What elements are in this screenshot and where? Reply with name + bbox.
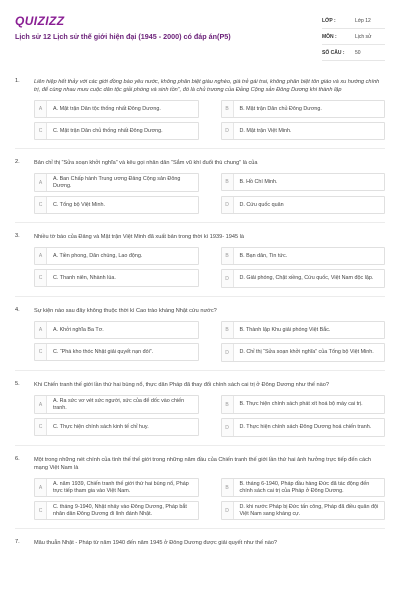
- option-letter: A: [35, 101, 47, 117]
- option-letter: C: [35, 270, 47, 286]
- question-number: 5.: [15, 381, 20, 387]
- option-letter: D: [222, 197, 234, 213]
- option-a[interactable]: [34, 173, 199, 192]
- options-grid: [34, 395, 385, 437]
- option-letter: B: [222, 322, 234, 338]
- divider: [15, 370, 385, 371]
- question-text: Một trong những nét chính của tình thế thế giới trong những năm đầu của Chiến tranh thế giới lần thứ hai ảnh hưởng trực tiếp đến cách mạng Việt Nam là: [34, 457, 371, 471]
- question-number: 1.: [15, 78, 20, 84]
- option-b[interactable]: [221, 395, 386, 414]
- option-text: D. Chỉ thị “Sửa soạn khởi nghĩa” của Tổng bộ Việt Minh.: [239, 349, 374, 355]
- question-3: [15, 233, 385, 288]
- question-text: Mâu thuẫn Nhật - Pháp từ năm 1940 đến năm 1945 ở Đông Dương được giải quyết như thế nào?: [34, 540, 278, 546]
- meta-key: LỚP :: [322, 17, 336, 24]
- divider: [15, 296, 385, 297]
- options-grid: [34, 478, 385, 520]
- option-letter: B: [222, 396, 234, 413]
- options-grid: [34, 247, 385, 288]
- option-text: C. tháng 9-1940, Nhật nhảy vào Đông Dương, Pháp bắt nhân dân Đông Dương đi lính đánh Nhật.: [53, 503, 187, 517]
- option-letter: C: [35, 502, 47, 519]
- option-text: A. Khởi nghĩa Ba Tơ.: [53, 326, 104, 333]
- option-b[interactable]: [221, 478, 386, 497]
- option-text: D. Giải phóng, Chặt xiềng, Cứu quốc, Việt Nam độc lập.: [239, 275, 374, 281]
- option-letter: D: [222, 344, 234, 361]
- options-grid: [34, 100, 385, 140]
- option-text: B. Hồ Chí Minh.: [239, 178, 278, 185]
- option-text: D. khi nước Pháp bị Đức tấn công, Pháp đã điều quân đội Việt Nam sang kháng cự.: [239, 503, 379, 517]
- option-letter: D: [222, 502, 234, 519]
- option-text: C. Thanh niên, Nhành lúa.: [53, 274, 116, 281]
- option-text: D. Thực hiện chính sách Đông Dương hoá chiến tranh.: [239, 424, 372, 430]
- option-letter: D: [222, 419, 234, 436]
- option-text: B. Mặt trận Dân chủ Đông Dương.: [239, 105, 322, 112]
- meta-value: Lớp 12: [355, 17, 371, 24]
- meta-row-count: [322, 45, 385, 61]
- option-letter: C: [35, 197, 47, 213]
- option-letter: C: [35, 123, 47, 139]
- option-d[interactable]: [221, 501, 386, 520]
- option-text: C. Thực hiện chính sách kinh tế chỉ huy.: [53, 423, 149, 430]
- option-b[interactable]: [221, 247, 386, 265]
- option-letter: A: [35, 248, 47, 264]
- meta-value: 50: [355, 49, 361, 56]
- option-letter: A: [35, 396, 47, 413]
- option-letter: C: [35, 419, 47, 435]
- option-a[interactable]: [34, 247, 199, 265]
- meta-key: MÔN :: [322, 33, 337, 40]
- question-list: [0, 78, 400, 547]
- option-c[interactable]: [34, 418, 199, 436]
- meta-table: [322, 13, 385, 61]
- option-text: B. Bạn dân, Tin tức.: [239, 252, 288, 259]
- option-text: D. Cứu quốc quân: [239, 201, 284, 208]
- option-a[interactable]: [34, 100, 199, 118]
- options-grid: [34, 173, 385, 214]
- question-1: [15, 78, 385, 140]
- option-letter: B: [222, 101, 234, 117]
- option-text: A. Tiền phong, Dân chúng, Lao động.: [53, 252, 143, 259]
- question-number: 7.: [15, 539, 20, 545]
- option-letter: D: [222, 270, 234, 287]
- option-d[interactable]: [221, 343, 386, 362]
- question-5: [15, 381, 385, 437]
- quizizz-logo: QUIZIZZ: [15, 14, 65, 28]
- option-c[interactable]: [34, 269, 199, 287]
- question-number: 2.: [15, 159, 20, 165]
- question-7: [15, 539, 385, 547]
- option-c[interactable]: [34, 501, 199, 520]
- divider: [15, 445, 385, 446]
- question-6: [15, 456, 385, 520]
- option-b[interactable]: [221, 173, 386, 191]
- option-a[interactable]: [34, 478, 199, 497]
- option-text: A. Mặt trận Dân tộc thống nhất Đông Dương.: [53, 105, 161, 112]
- option-text: C. Mặt trận Dân chủ thống nhất Đông Dương.: [53, 127, 163, 134]
- meta-key: SỐ CÂU :: [322, 49, 345, 56]
- option-a[interactable]: [34, 395, 199, 414]
- question-text: Khi Chiến tranh thế giới lần thứ hai bùng nổ, thực dân Pháp đã thay đổi chính sách cai trị ở Đông Dương như thế nào?: [34, 382, 329, 388]
- option-d[interactable]: [221, 269, 386, 288]
- option-letter: A: [35, 174, 47, 191]
- divider: [15, 222, 385, 223]
- option-text: C. “Phá kho thóc Nhật giải quyết nạn đói”.: [53, 348, 154, 355]
- option-letter: B: [222, 248, 234, 264]
- option-text: C. Tổng bộ Việt Minh.: [53, 201, 105, 208]
- option-letter: A: [35, 479, 47, 496]
- option-text: B. Thực hiện chính sách phát xít hoá bộ máy cai trị.: [239, 401, 363, 407]
- option-text: A. Ban Chấp hành Trung ương Đảng Cộng sản Đông Dương.: [53, 175, 181, 189]
- meta-row-class: [322, 13, 385, 29]
- option-text: D. Mặt trận Việt Minh.: [239, 127, 292, 134]
- question-text: Liên hiệp hết thảy với các giới đồng bào yêu nước, không phân biệt giàu nghèo, già trẻ gái trai, không phân biệt tôn giáo và xu hướng chính trị, để cùng nhau mưu cuộc dân tộc giải phóng và sinh tồn”, đó là chủ trương của Đảng Cộng sản Đông Dương khi thành lập: [34, 79, 380, 93]
- option-c[interactable]: [34, 343, 199, 361]
- question-number: 6.: [15, 456, 20, 462]
- option-text: B. Thành lập Khu giải phóng Việt Bắc.: [239, 326, 331, 333]
- meta-value: Lịch sử: [355, 33, 372, 40]
- option-letter: C: [35, 344, 47, 360]
- divider: [15, 528, 385, 529]
- question-text: Sự kiện nào sau đây không thuộc thời kì Cao trào kháng Nhật cứu nước?: [34, 308, 217, 314]
- option-b[interactable]: [221, 321, 386, 339]
- option-letter: A: [35, 322, 47, 338]
- option-d[interactable]: [221, 122, 386, 140]
- question-2: [15, 159, 385, 214]
- option-b[interactable]: [221, 100, 386, 118]
- option-d[interactable]: [221, 196, 386, 214]
- question-text: Bản chỉ thị “Sửa soạn khởi nghĩa” và kêu gọi nhân dân “Sắm vũ khí đuổi thù chung” là của: [34, 160, 258, 166]
- option-text: B. tháng 6-1940, Pháp đầu hàng Đức đã tác động đến chính sách cai trị của Pháp ở Đông Dương.: [239, 480, 370, 494]
- question-number: 4.: [15, 307, 20, 313]
- option-d[interactable]: [221, 418, 386, 437]
- option-c[interactable]: [34, 122, 199, 140]
- options-grid: [34, 321, 385, 362]
- option-letter: B: [222, 174, 234, 190]
- divider: [15, 148, 385, 149]
- meta-row-subject: [322, 29, 385, 45]
- page-title: Lịch sử 12 Lịch sử thế giới hiện đại (1945 - 2000) có đáp án(P5): [15, 32, 231, 41]
- question-4: [15, 307, 385, 362]
- option-a[interactable]: [34, 321, 199, 339]
- question-number: 3.: [15, 233, 20, 239]
- option-letter: B: [222, 479, 234, 496]
- option-text: A. Ra sức vơ vét sức người, sức của để dốc vào chiến tranh.: [53, 397, 185, 411]
- header: [0, 0, 400, 72]
- option-c[interactable]: [34, 196, 199, 214]
- option-text: A. năm 1939, Chiến tranh thế giới thứ hai bùng nổ, Pháp trực tiếp tham gia vào Việt Nam.: [53, 480, 189, 494]
- option-letter: D: [222, 123, 234, 139]
- question-text: Nhiều tờ báo của Đảng và Mặt trận Việt Minh đã xuất bản trong thời kì 1939- 1945 là: [34, 234, 244, 240]
